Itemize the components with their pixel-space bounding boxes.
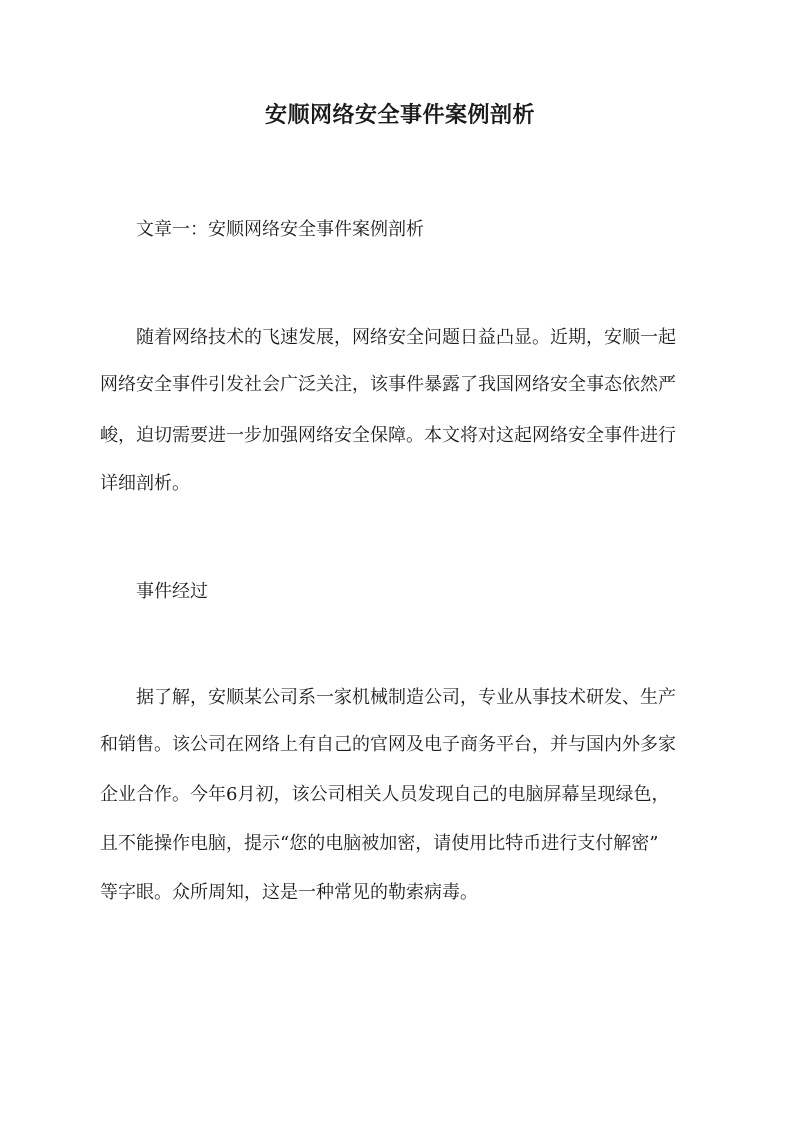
paragraph1-line1: 随着网络技术的飞速发展，网络安全问题日益凸显。近期，安顺一起 — [136, 327, 676, 348]
paragraph2-line5: 等字眼。众所周知，这是一种常见的勒索病毒。 — [100, 882, 478, 903]
paragraph2-line1: 据了解，安顺某公司系一家机械制造公司，专业从事技术研发、生产 — [136, 687, 676, 708]
article-heading: 文章一：安顺网络安全事件案例剖析 — [136, 219, 424, 240]
paragraph2-line4: 且不能操作电脑，提示“您的电脑被加密，请使用比特币进行支付解密” — [100, 833, 659, 854]
section-heading: 事件经过 — [136, 581, 208, 602]
paragraph1-line3: 峻，迫切需要进一步加强网络安全保障。本文将对这起网络安全事件进行 — [100, 425, 676, 446]
paragraph2-line3: 企业合作。今年6月初，该公司相关人员发现自己的电脑屏幕呈现绿色， — [100, 784, 670, 805]
paragraph1-line2: 网络安全事件引发社会广泛关注，该事件暴露了我国网络安全事态依然严 — [100, 374, 676, 395]
document-title: 安顺网络安全事件案例剖析 — [264, 102, 535, 128]
paragraph2-line2: 和销售。该公司在网络上有自己的官网及电子商务平台，并与国内外多家 — [100, 734, 676, 755]
paragraph1-line4: 详细剖析。 — [100, 473, 190, 494]
